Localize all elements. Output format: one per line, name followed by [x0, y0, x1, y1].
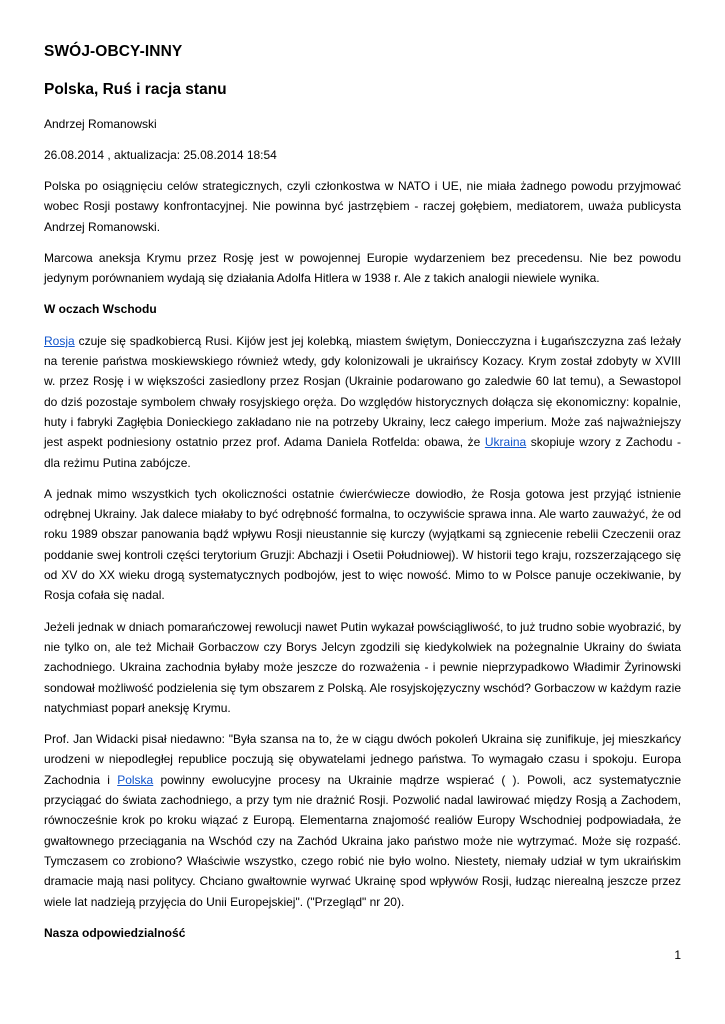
subheading-nasza-odpowiedzialnosc: Nasza odpowiedzialność: [44, 925, 186, 940]
paragraph-5-text-a: Prof. Jan Widacki pisał niedawno: "Była szansa na to, że w ciągu dwóch pokoleń Ukraina się zunifikuje, jej mieszkańcy urodzeni w niepodległej republice poczują się obywatelami jednego państwa. To wymagało czasu i spokoju. Europa Zachodnia i: [44, 732, 681, 787]
link-rosja[interactable]: Rosja: [44, 333, 75, 348]
paragraph-2: [44, 331, 681, 473]
link-ukraina[interactable]: Ukraina: [484, 435, 527, 450]
link-polska[interactable]: Polska: [117, 772, 154, 787]
page-number: 1: [674, 948, 681, 962]
subheading-w-oczach-wschodu: W oczach Wschodu: [44, 302, 157, 317]
author-name: Andrzej Romanowski: [44, 117, 157, 131]
paragraph-5: [44, 729, 681, 912]
paragraph-2-text-a: czuje się spadkobiercą Rusi. Kijów jest jej kolebką, miastem świętym, Doniecczyzna i Ługańszczyzna zaś leżały na terenie państwa moskiewskiego również wtedy, gdy kolonizowali je ukraińscy Kozacy. Krym został zdobyty w XVIII w. przez Rosję i w większości zasiedlony przez Rosjan (Ukrainie podarowano go zaledwie 60 lat temu), a Sewastopol do dziś pozostaje symbolem chwały rosyjskiego oręża. Do względów historycznych dołącza się ekonomiczny: kopalnie, huty i fabryki Zagłębia Donieckiego zakładano nie na potrzeby Ukrainy, lecz całego imperium. Może zaś najważniejszy jest aspekt podniesiony ostatnio przez prof. Adama Daniela Rotfelda: obawa, że: [44, 333, 681, 450]
paragraph-2-text-b: skopiuje wzory z Zachodu - dla reżimu Putina zabójcze.: [44, 435, 681, 470]
section-title: SWÓJ-OBCY-INNY: [44, 43, 183, 60]
publication-date: 26.08.2014 , aktualizacja: 25.08.2014 18:54: [44, 148, 277, 162]
article-title: Polska, Ruś i racja stanu: [44, 81, 227, 98]
lead-paragraph: Polska po osiągnięciu celów strategicznych, czyli członkostwa w NATO i UE, nie miała żadnego powodu przyjmować wobec Rosji postawy konfrontacyjnej. Nie powinna być jastrzębiem - raczej gołębiem, mediatorem, uważa publicysta Andrzej Romanowski.: [44, 179, 681, 234]
paragraph-3: A jednak mimo wszystkich tych okoliczności ostatnie ćwierćwiecze dowiodło, że Rosja gotowa jest przyjąć istnienie odrębnej Ukrainy. Jak dalece miałaby to być odrębność formalna, to oczywiście sprawa inna. Ale warto zauważyć, że od roku 1989 obszar panowania bądź wpływu Rosji nieustannie się kurczy (wyjątkami są zgniecenie rebelii Czeczenii oraz poddanie swej kontroli części terytorium Gruzji: Abchazji i Osetii Południowej). W historii tego kraju, rozszerzającego się od XV do XX wieku drogą systematycznych podbojów, jest to więc nowość. Mimo to w Polsce panuje oczekiwanie, by Rosja cofała się nadal.: [44, 486, 681, 603]
paragraph-1: Marcowa aneksja Krymu przez Rosję jest w powojennej Europie wydarzeniem bez precedensu. Nie bez powodu jedynym porównaniem wydają się działania Adolfa Hitlera w 1938 r. Ale z takich analogii niewiele wynika.: [44, 250, 681, 286]
paragraph-4: Jeżeli jednak w dniach pomarańczowej rewolucji nawet Putin wykazał powściągliwość, to już trudno sobie wyobrazić, by nie tylko on, ale też Michaił Gorbaczow czy Borys Jelcyn zgodzili się kiedykolwiek na pożegnalnie Ukrainy do świata zachodniego. Ukraina zachodnia byłaby może jeszcze do rozważenia - i pewnie nieprzypadkowo Władimir Żyrinowski sondował możliwość podzielenia się tym obszarem z Polską. Ale rosyjskojęzyczny wschód? Gorbaczow w każdym razie natychmiast poparł aneksję Krymu.: [44, 619, 681, 715]
paragraph-5-text-b: powinny ewolucyjne procesy na Ukrainie mądrze wspierać ( ). Powoli, acz systematycznie przyciągać do świata zachodniego, a przy tym nie drażnić Rosji. Pozwolić nadal lawirować między Rosją a Zachodem, równocześnie krok po kroku wiązać z Europą. Elementarna znajomość realiów Europy Wschodniej podpowiadała, że gwałtownego przeciągania na Wschód czy na Zachód Ukraina jako państwo może nie wytrzymać. Może się rozpaść. Tymczasem co zrobiono? Właściwie wszystko, czego robić nie było wolno. Niestety, niemały udział w tym ukraińskim dramacie mają nasi politycy. Chciano gwałtownie wyrwać Ukrainę spod wpływów Rosji, łudząc nierealną jeszcze przez wiele lat nadzieją przyjęcia do Unii Europejskiej". ("Przegląd" nr 20).: [44, 772, 682, 909]
article-body: [44, 176, 681, 954]
